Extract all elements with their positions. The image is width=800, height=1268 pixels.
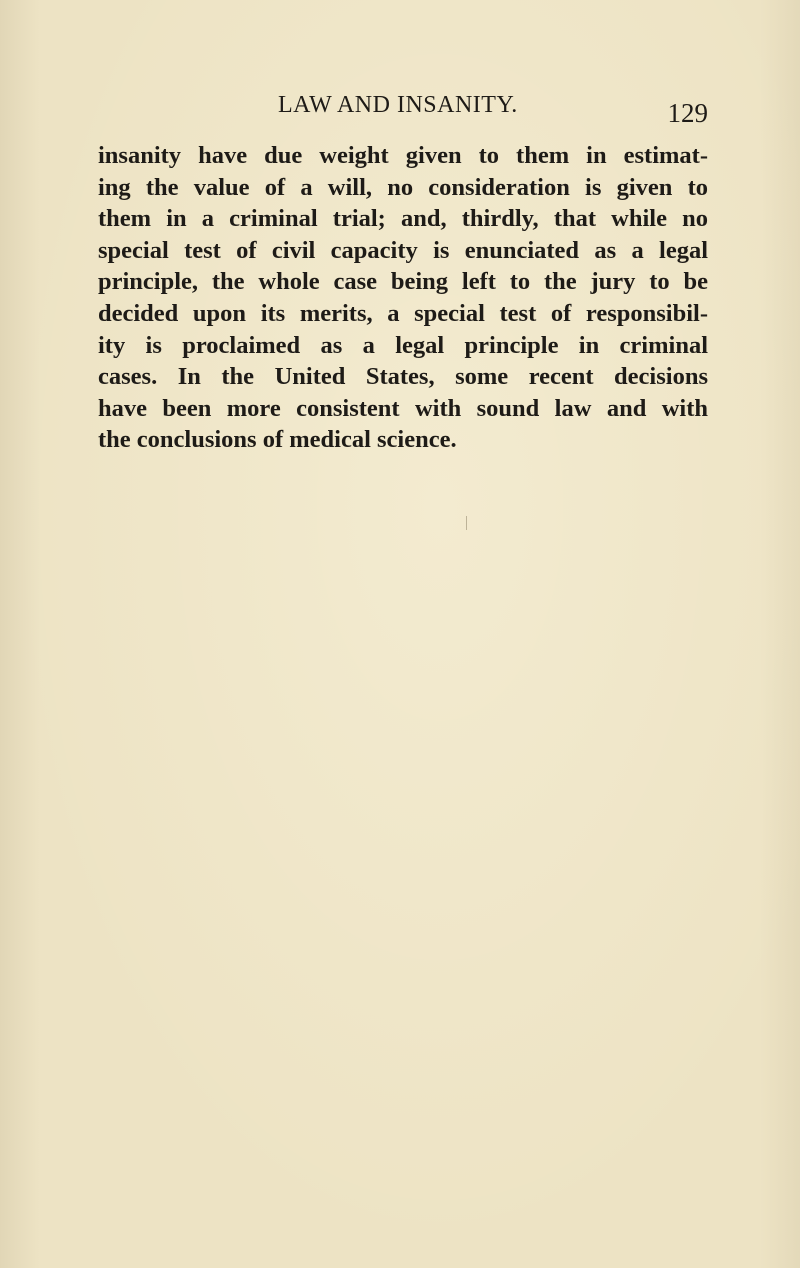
running-head (98, 88, 708, 128)
page-number: 129 (667, 98, 708, 128)
text-line: have been more consistent with sound law and with (98, 394, 708, 422)
text-line: principle, the whole case being left to the jury to be (98, 268, 708, 296)
text-line: cases. In the United States, some recent decisions (98, 363, 708, 391)
running-title: LAW AND INSANITY. (278, 92, 518, 118)
text-line: ing the value of a will, no consideration is given to (98, 173, 708, 201)
stray-mark (466, 516, 467, 530)
body-paragraph (98, 140, 708, 456)
text-line: insanity have due weight given to them in estimat- (98, 142, 708, 169)
text-line: ity is proclaimed as a legal principle in criminal (98, 331, 708, 359)
text-line: special test of civil capacity is enunciated as a legal (98, 236, 708, 264)
text-line: the conclusions of medical science. (98, 426, 457, 454)
text-line: decided upon its merits, a special test of responsibil- (98, 299, 708, 327)
text-line: them in a criminal trial; and, thirdly, that while no (98, 205, 708, 233)
